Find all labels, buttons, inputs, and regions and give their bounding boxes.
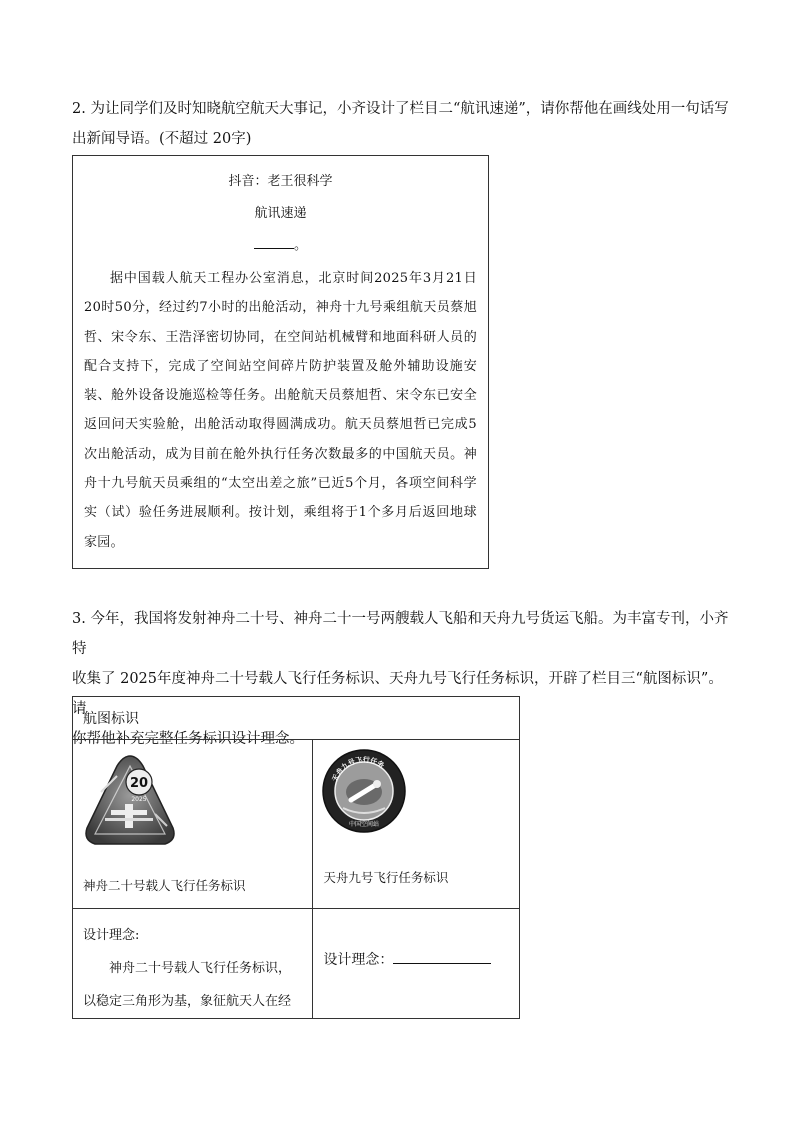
question-3-line-2: 收集了 2025年度神舟二十号载人飞行任务标识、天舟九号飞行任务标识，开辟了栏目三“航图标识”。请 xyxy=(72,671,723,717)
shenzhou-20-caption: 神舟二十号载人飞行任务标识 xyxy=(83,878,246,893)
design-concept-2-cell xyxy=(313,909,520,1019)
blank-period: 。 xyxy=(293,238,307,253)
design-concept-1-text-b: 以稳定三角形为基，象征航天人在经 xyxy=(83,994,292,1009)
emblem2-top-text: 天舟九号飞行任务 xyxy=(331,755,386,783)
design-concept-1-label: 设计理念: xyxy=(83,928,140,943)
design-concept-1-text-a: 神舟二十号载人飞行任务标识， xyxy=(109,961,292,976)
design-concept-1-cell xyxy=(73,909,313,1019)
tianzhou-9-emblem xyxy=(321,748,407,834)
article-column-title: 航讯速递 xyxy=(254,206,307,221)
emblem2-bottom-text: 中国空间站 xyxy=(349,821,380,828)
question-2-line-1: 2. 为让同学们及时知晓航空航天大事记，小齐设计了栏目二“航讯速递”，请你帮他在画线处用一句话写 xyxy=(72,101,729,117)
shenzhou-20-cell xyxy=(73,740,313,909)
question-2 xyxy=(72,94,732,154)
question-3-line-3: 你帮他补充完整任务标识设计理念。 xyxy=(72,731,304,747)
emblem1-year: 2025 xyxy=(131,796,147,803)
article-source: 抖音：老王很科学 xyxy=(228,174,333,189)
tianzhou-9-caption: 天舟九号飞行任务标识 xyxy=(323,870,449,885)
question-2-line-2: 出新闻导语。(不超过 20字) xyxy=(72,131,252,147)
tianzhou-9-cell xyxy=(313,740,520,909)
emblem-table xyxy=(72,696,520,1019)
shenzhou-20-emblem xyxy=(81,752,179,852)
question-3-line-1: 3. 今年，我国将发射神舟二十号、神舟二十一号两艘载人飞船和天舟九号货运飞船。为丰富专刊，小齐特 xyxy=(72,611,729,657)
article-body: 据中国载人航天工程办公室消息，北京时间2025年3月21日20时50分，经过约7小时的出舱活动，神舟十九号乘组航天员蔡旭哲、宋令东、王浩泽密切协同，在空间站机械臂和地面科研人员的配合支持下，完成了空间站空间碎片防护装置及舱外辅助设施安装、舱外设备设施巡检等任务。出舱航天员蔡旭哲、宋令东已安全返回问天实验舱，出舱活动取得圆满成功。航天员蔡旭哲已完成5次出舱活动，成为目前在舱外执行任务次数最多的中国航天员。神舟十九号航天员乘组的“太空出差之旅”已近5个月，各项空间科学实（试）验任务进展顺利。按计划，乘组将于1个多月后返回地球家园。 xyxy=(84,271,477,550)
design-concept-2-answer-line[interactable] xyxy=(393,945,491,964)
headline-blank xyxy=(84,230,477,262)
emblem1-number: 20 xyxy=(129,776,149,791)
answer-blank-line[interactable] xyxy=(254,234,294,249)
table-header: 航图标识 xyxy=(73,697,520,740)
news-article-box xyxy=(72,155,489,569)
design-concept-2-label: 设计理念： xyxy=(323,952,394,968)
